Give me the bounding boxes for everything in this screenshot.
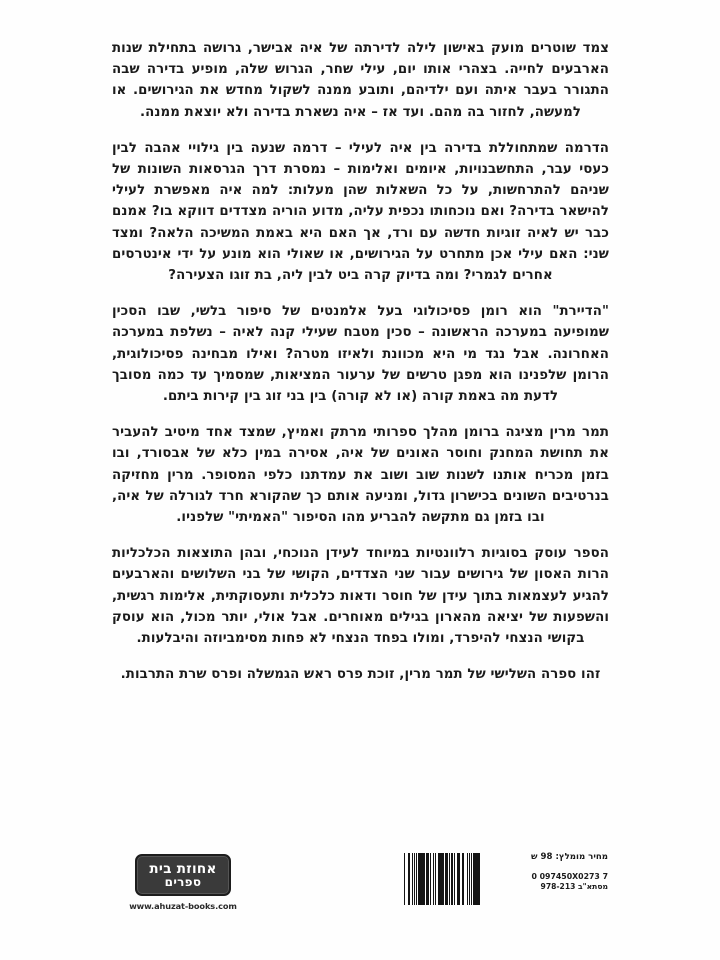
barcode-bar	[463, 853, 464, 905]
barcode-bar	[450, 853, 451, 905]
barcode-bar	[409, 853, 410, 905]
barcode-bar	[438, 853, 439, 905]
barcode-block	[368, 852, 608, 914]
barcode-bar	[439, 853, 440, 905]
barcode-bar	[462, 853, 463, 905]
isbn-label: מסתא"ב 978-213	[540, 882, 608, 891]
barcode-bar	[449, 853, 450, 905]
publisher-logo	[135, 854, 231, 896]
barcode-bar	[476, 853, 477, 905]
barcode-bar	[404, 853, 405, 905]
barcode-bar	[468, 853, 469, 905]
barcode-bar	[457, 853, 458, 905]
barcode-bar	[409, 853, 410, 905]
price-label: מחיר מומלץ: 98 ש	[531, 852, 608, 862]
barcode-bar	[412, 853, 414, 905]
publisher-block	[128, 854, 238, 911]
barcode-bar	[458, 853, 459, 905]
barcode-bar	[416, 853, 417, 905]
barcode-bar	[423, 853, 424, 905]
barcode-bar	[478, 853, 480, 905]
barcode-bar	[448, 853, 449, 905]
barcode-bar	[414, 853, 415, 905]
blurb-paragraph: הדרמה שמתחוללת בדירה בין איה לעילי – דרמה שנעה בין גילויי אהבה לבין כעסי עבר, התחשבנויות, איומים ואלימות – נמסרת דרך הגרסאות השונות של שניהם להתרחשות, על כל השאלות שהן מעלות: למה איה מאפשרת לעילי להישאר בדירה? ואם נוכחותו נכפית עליה, מדוע הוריה מצדדים דווקא בו? אמנם כבר יש לאיה זוגיות חדשה עם ורד, אך האם היא באמת המשיכה הלאה? ומצד שני: האם עילי אכן מתחרט על הגירושים, או שאולי הוא מונע על ידי אינטרסים אחרים לגמרי? ומה בדיוק קרה ביט לבין ליה, בת זוגו הצעירה?	[112, 140, 609, 284]
barcode-bar	[454, 853, 455, 905]
barcode-bar	[445, 853, 447, 905]
barcode-bar	[405, 853, 407, 905]
barcode-bar	[441, 853, 443, 905]
barcode-bar	[427, 853, 429, 905]
barcode-bar	[420, 853, 421, 905]
barcode-bar	[464, 853, 467, 905]
cover-footer	[0, 848, 720, 938]
barcode-bar	[455, 853, 457, 905]
publisher-logo-line-1: אחוזת בית	[149, 860, 217, 877]
barcode-bar	[418, 853, 419, 905]
barcode-bar	[433, 853, 434, 905]
barcode-bar	[423, 853, 424, 905]
barcode-bar	[467, 853, 468, 905]
blurb-paragraph: "הדיירת" הוא רומן פסיכולוגי בעל אלמנטים של סיפור בלשי, שבו הסכין שמופיעה במערכה הראשונה – סכין מטבח שעילי קנה לאיה – נשלפת במערכה האחרונה. אבל נגד מי היא מכוונת ולאיזו מטרה? ואילו מבחינה פסיכולוגית, הרומן שלפנינו הוא מפגן טרשים של ערעור המציאות, שמסמיך עד כמה מסובך לדעת מה באמת קורה (או לא קורה) בין בני זוג בין קירות ביתם.	[112, 304, 609, 405]
barcode-bar	[476, 853, 477, 905]
barcode-bar	[435, 853, 436, 905]
barcode-bar	[417, 853, 419, 905]
barcode-bar	[478, 853, 479, 905]
barcode-bar	[462, 853, 463, 905]
barcode-bar	[429, 853, 430, 905]
barcode-bar	[473, 853, 475, 905]
barcode-bar	[425, 853, 426, 905]
barcode-bar	[472, 853, 473, 905]
publisher-logo-line-2: ספרים	[164, 874, 202, 889]
barcode-bar	[426, 853, 427, 905]
barcode-bar	[408, 853, 409, 905]
barcode-bar	[426, 853, 427, 905]
publisher-website-url: www.ahuzat-books.com	[129, 901, 237, 911]
barcode-bar	[447, 853, 448, 905]
barcode-bar	[469, 853, 470, 905]
barcode-bar	[444, 853, 445, 905]
barcode-bar	[430, 853, 431, 905]
blurb-paragraph: תמר מרין מציגה ברומן מהלך ספרותי מרתק ואמיץ, שמצד אחד מיטיב להעביר את תחושת המחנק וחוסר האונים של איה, אסירה במין כלא של אבסורד, ובו בזמן מכריח אותנו לשנות שוב ושוב את עמדתנו כלפי המסופר. מרין מחזיקה בנרטיבים השונים בכישרון גדול, ומניעה אותם כך שהקורא חרד לגורלה של איה, ובו בזמן גם מתקשה להבריע מהו הסיפור "האמיתי" שלפניו.	[112, 425, 609, 526]
barcode-bar	[470, 853, 472, 905]
barcode-bar	[453, 853, 454, 905]
barcode-bar	[404, 853, 405, 905]
barcode-bar	[434, 853, 435, 905]
blurb-paragraph: זהו ספרה השלישי של תמר מרין, זוכת פרס ראש הגמשלה ופרס שרת התרבות.	[120, 667, 601, 683]
blurb-paragraph: הספר עוסק בסוגיות רלוונטיות במיוחד לעידן הנוכחי, ובהן התוצאות הכלכליות הרות האסון של גירושים עבור שני הצדדים, הקושי של בני השלושים והארבעים להגיע לעצמאות בתוך עידן של חוסר ודאות כלכלית ותעסוקתית, אלימות רגשית, והשפעות של יציאה מהארון בגילים מאוחרים. אבל אולי, יותר מכול, הוא עוסק בקושי הנצחי להיפרד, ומולו בפחד הנצחי לא פחות מסימביוזה והיבלעות.	[112, 546, 609, 647]
barcode-bar	[420, 853, 422, 905]
barcode-bar	[439, 853, 440, 905]
barcode-bar	[447, 853, 448, 905]
barcode-bar	[431, 853, 433, 905]
barcode-bar	[441, 853, 442, 905]
barcode-bar	[410, 853, 411, 905]
barcode-bar	[451, 853, 453, 905]
barcode-bar	[460, 853, 462, 905]
barcode-bar	[436, 853, 438, 905]
barcode-bar	[415, 853, 416, 905]
blurb-paragraph: צמד שוטרים מועק באישון לילה לדירתה של איה אבישר, גרושה בתחילת שנות הארבעים לחייה. בצהרי אותו יום, עילי שחר, הגרוש שלה, מופיע בדירה שבה התגורר בעבר איתה ועם ילדיהם, ותובע ממנה לשקול מחדש את הגירושים. או למעשה, לחזור בה מהם. ועד אז – איה נשארת בדירה ולא יוצאת ממנה.	[112, 41, 609, 120]
barcode-bar	[471, 853, 472, 905]
barcode-bar	[458, 853, 459, 905]
barcode-bars	[368, 853, 480, 905]
blurb-text-block	[112, 38, 609, 685]
barcode-bar	[413, 853, 414, 905]
isbn-number: 0 097450X0273 7	[531, 872, 608, 881]
barcode-metadata	[490, 852, 608, 892]
